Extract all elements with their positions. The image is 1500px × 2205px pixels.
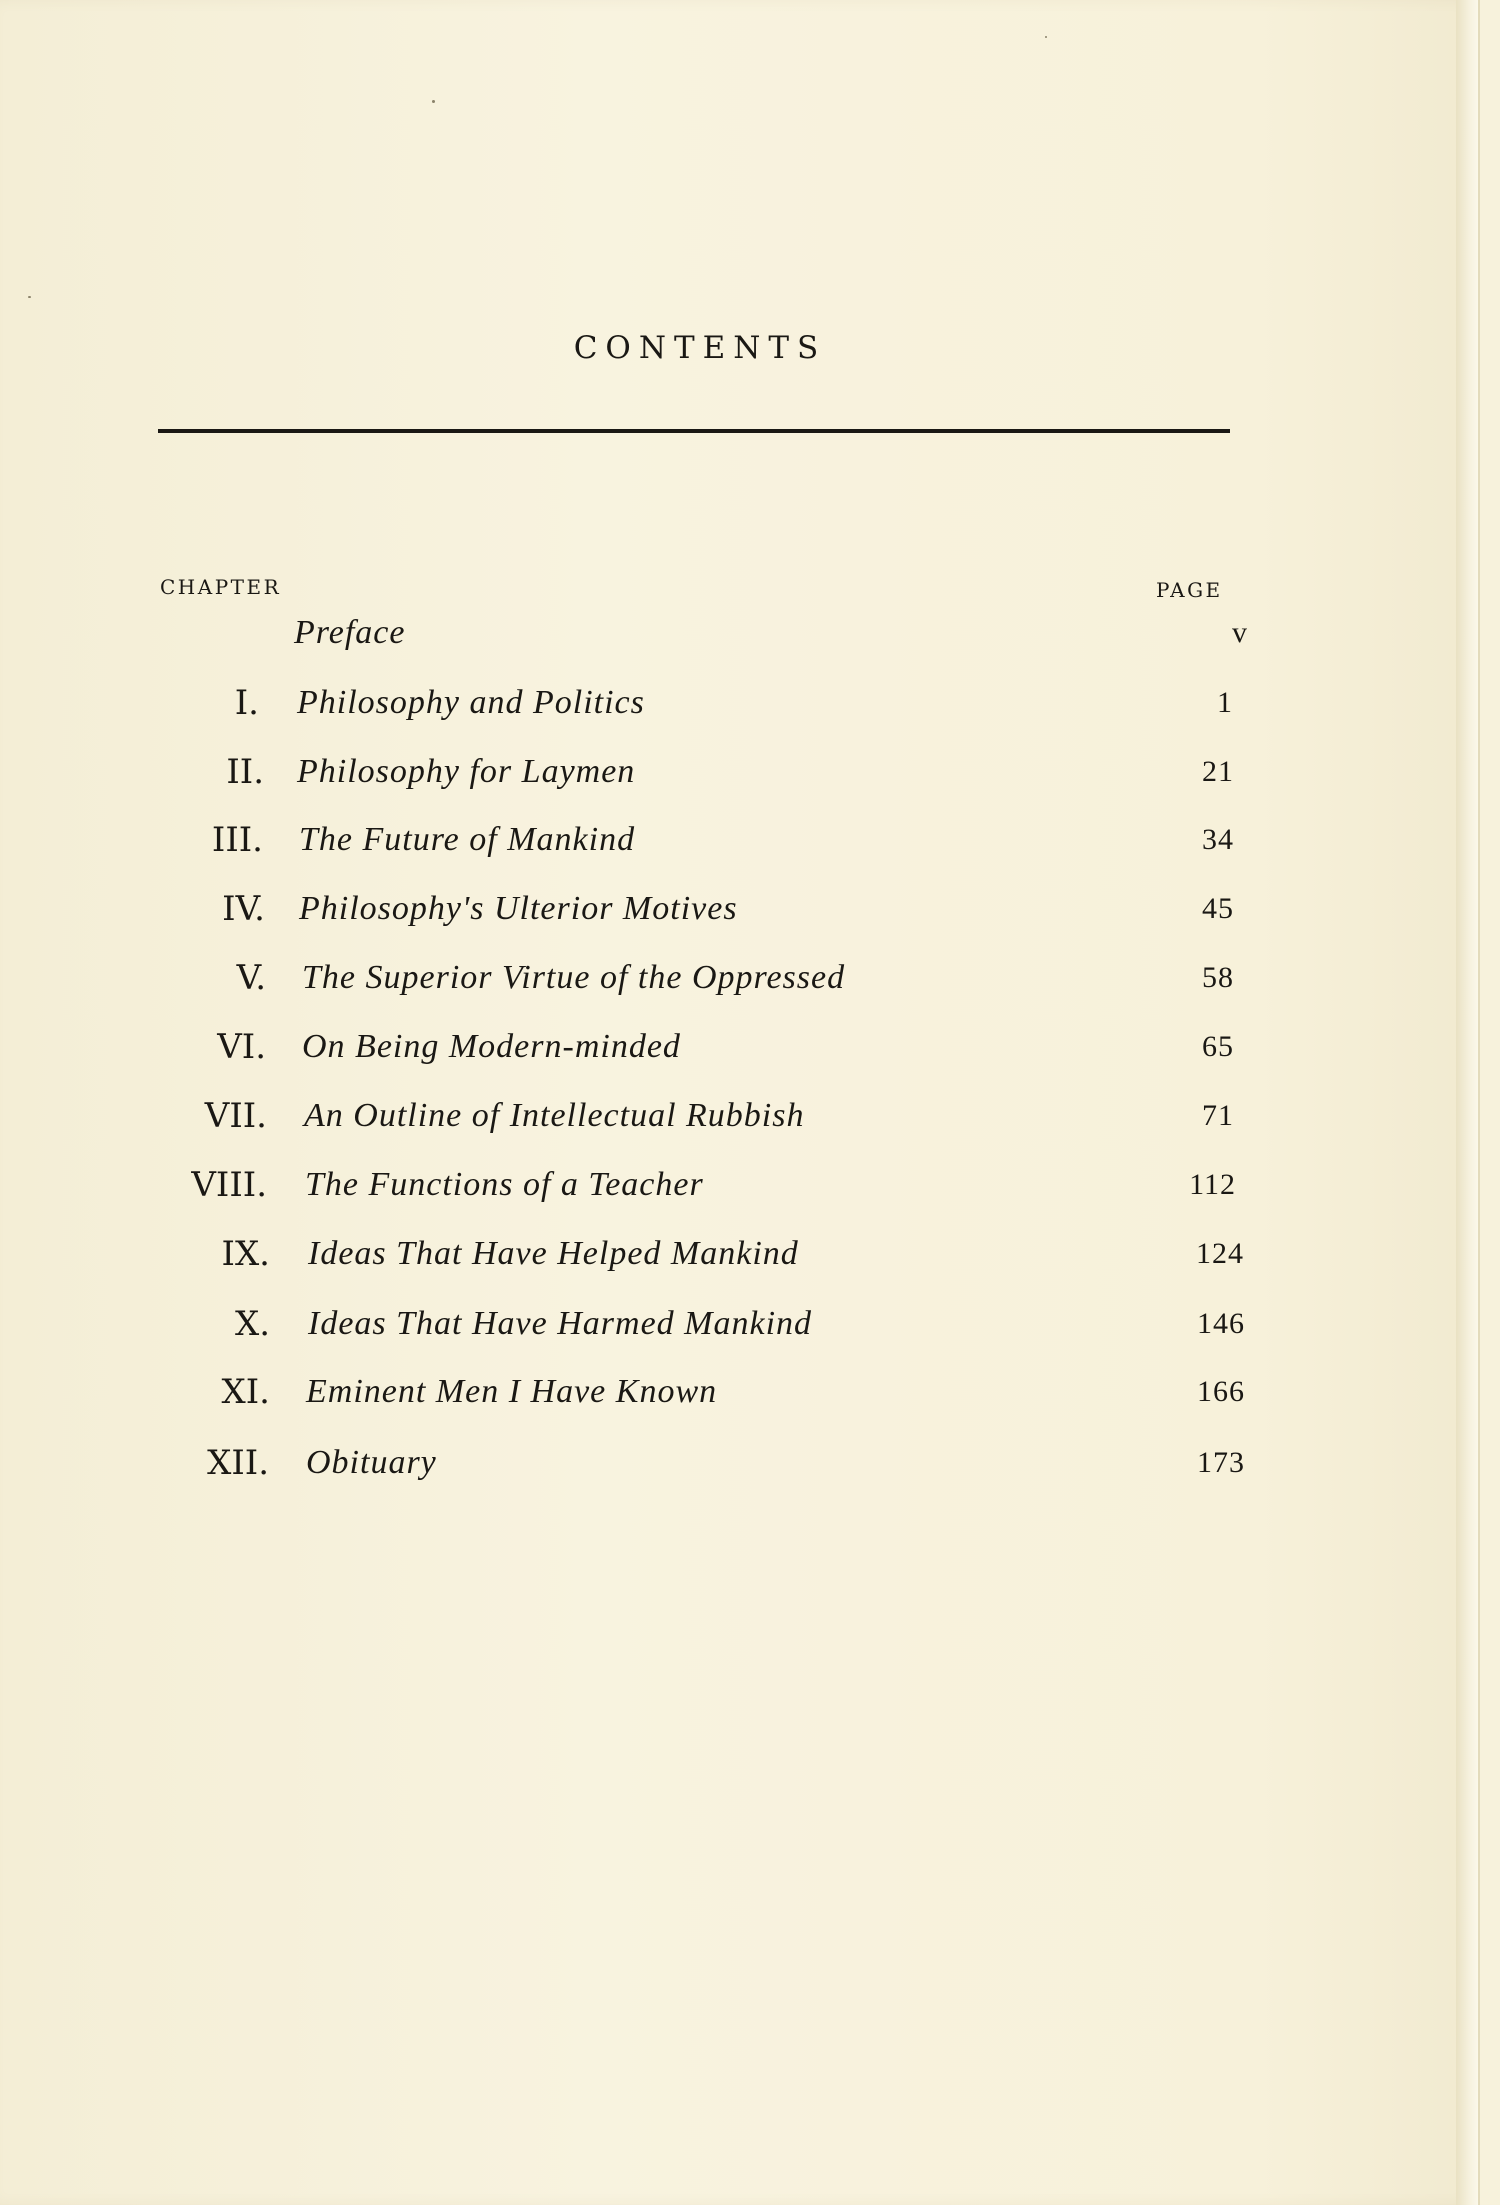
chapter-number: X. [234,1304,270,1344]
chapter-title: Ideas That Have Helped Mankind [308,1235,799,1272]
chapter-title: An Outline of Intellectual Rubbish [304,1097,805,1134]
chapter-number: XI. [221,1372,270,1412]
chapter-title: The Functions of a Teacher [305,1166,704,1203]
paper-speck [28,296,31,298]
contents-heading: CONTENTS [573,330,827,366]
toc-entry [0,1433,1500,1493]
chapter-column-header: CHAPTER [160,575,282,599]
toc-entry [0,1362,1500,1422]
toc-entry [0,1086,1500,1146]
page-number: 71 [1202,1099,1234,1132]
chapter-number: IX. [221,1234,270,1274]
page-number: 1 [1217,686,1233,719]
paper-speck [432,100,435,103]
chapter-number: V. [236,958,266,998]
page-number: 65 [1202,1030,1234,1063]
toc-entry [0,673,1500,733]
chapter-title: Philosophy for Laymen [297,753,636,790]
paper-speck [1045,36,1047,38]
toc-entry [0,1294,1500,1354]
toc-entry [0,948,1500,1008]
chapter-number: VII. [204,1096,267,1136]
toc-entry [0,1017,1500,1077]
chapter-title: The Superior Virtue of the Oppressed [302,959,846,996]
page-number: 124 [1196,1237,1244,1270]
page-number: 45 [1202,892,1234,925]
chapter-title: Philosophy's Ulterior Motives [299,890,738,927]
chapter-title: Eminent Men I Have Known [306,1373,718,1410]
page-number: 173 [1197,1446,1245,1479]
toc-entry [0,603,1500,663]
toc-entry [0,1155,1500,1215]
page-number: 58 [1202,961,1234,994]
page-number: 34 [1202,823,1234,856]
toc-entry [0,1224,1500,1284]
chapter-title: Ideas That Have Harmed Mankind [308,1305,813,1342]
page-number: v [1232,616,1248,649]
toc-entry [0,879,1500,939]
chapter-number: XII. [207,1443,269,1483]
chapter-title: The Future of Mankind [299,821,636,858]
heading-rule [158,429,1230,433]
page-column-header: PAGE [1156,578,1223,602]
chapter-title: On Being Modern-minded [302,1028,681,1065]
chapter-title: Obituary [306,1444,437,1481]
chapter-title: Philosophy and Politics [297,684,645,721]
page-number: 21 [1202,755,1234,788]
chapter-number: IV. [222,889,265,929]
page-number: 112 [1189,1168,1236,1201]
page-number: 146 [1197,1307,1245,1340]
chapter-number: II. [226,752,264,792]
chapter-number: III. [211,820,263,860]
toc-entry [0,742,1500,802]
chapter-number: VI. [217,1027,266,1067]
page-number: 166 [1197,1375,1245,1408]
chapter-number: VIII. [191,1165,267,1205]
toc-entry [0,810,1500,870]
chapter-number: I. [234,683,259,723]
chapter-title: Preface [294,614,406,651]
